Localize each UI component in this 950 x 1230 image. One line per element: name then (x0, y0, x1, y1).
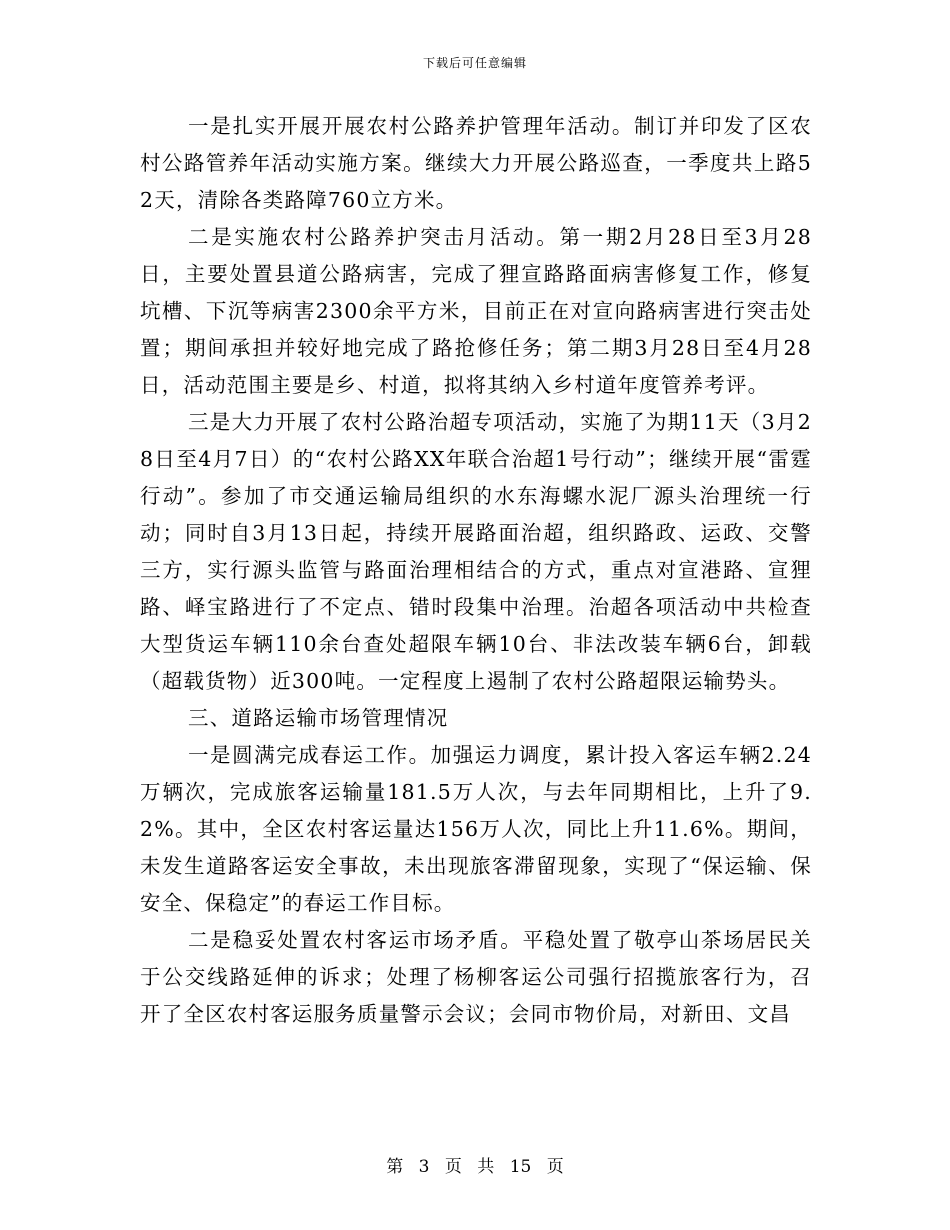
document-body (140, 108, 812, 1033)
paragraph-road-maintenance-year: 一是扎实开展开展农村公路养护管理年活动。制订并印发了区农村公路管养年活动实施方案。继续大力开展公路巡查，一季度共上路52天，清除各类路障760立方米。 (140, 114, 812, 212)
page-header-note: 下载后可任意编辑 (422, 56, 527, 70)
paragraph-overload-control: 三是大力开展了农村公路治超专项活动，实施了为期11天（3月28日至4月7日）的“农村公路XX年联合治超1号行动”；继续开展“雷霆行动”。参加了市交通运输局组织的水东海螺水泥厂源头治理统一行动；同时自3月13日起，持续开展路面治超，组织路政、运政、交警三方，实行源头监管与路面治理相结合的方式，重点对宣港路、宣狸路、峄宝路进行了不定点、错时段集中治理。治超各项活动中共检查大型货运车辆110余台查处超限车辆10台、非法改装车辆6台，卸载（超载货物）近300吨。一定程度上遏制了农村公路超限运输势头。 (140, 410, 812, 693)
section-heading-transport-market: 三、道路运输市场管理情况 (188, 706, 449, 730)
paragraph-passenger-market-disputes: 二是稳妥处置农村客运市场矛盾。平稳处置了敬亭山茶场居民关于公交线路延伸的诉求；处理了杨柳客运公司强行招揽旅客行为，召开了全区农村客运服务质量警示会议；会同市物价局，对新田、文昌 (140, 928, 812, 1026)
page-number: 第 3 页 共 15 页 (386, 1157, 564, 1177)
paragraph-spring-festival-transport: 一是圆满完成春运工作。加强运力调度，累计投入客运车辆2.24万辆次，完成旅客运输量181.5万人次，与去年同期相比，上升了9.2%。其中，全区农村客运量达156万人次，同比上升11.6%。期间，未发生道路客运安全事故，未出现旅客滞留现象，实现了“保运输、保安全、保稳定”的春运工作目标。 (140, 743, 812, 915)
paragraph-maintenance-campaign: 二是实施农村公路养护突击月活动。第一期2月28日至3月28日，主要处置县道公路病害，完成了狸宣路路面病害修复工作，修复坑槽、下沉等病害2300余平方米，目前正在对宣向路病害进行突击处置；期间承担并较好地完成了路抢修任务；第二期3月28日至4月28日，活动范围主要是乡、村道，拟将其纳入乡村道年度管养考评。 (140, 225, 812, 397)
